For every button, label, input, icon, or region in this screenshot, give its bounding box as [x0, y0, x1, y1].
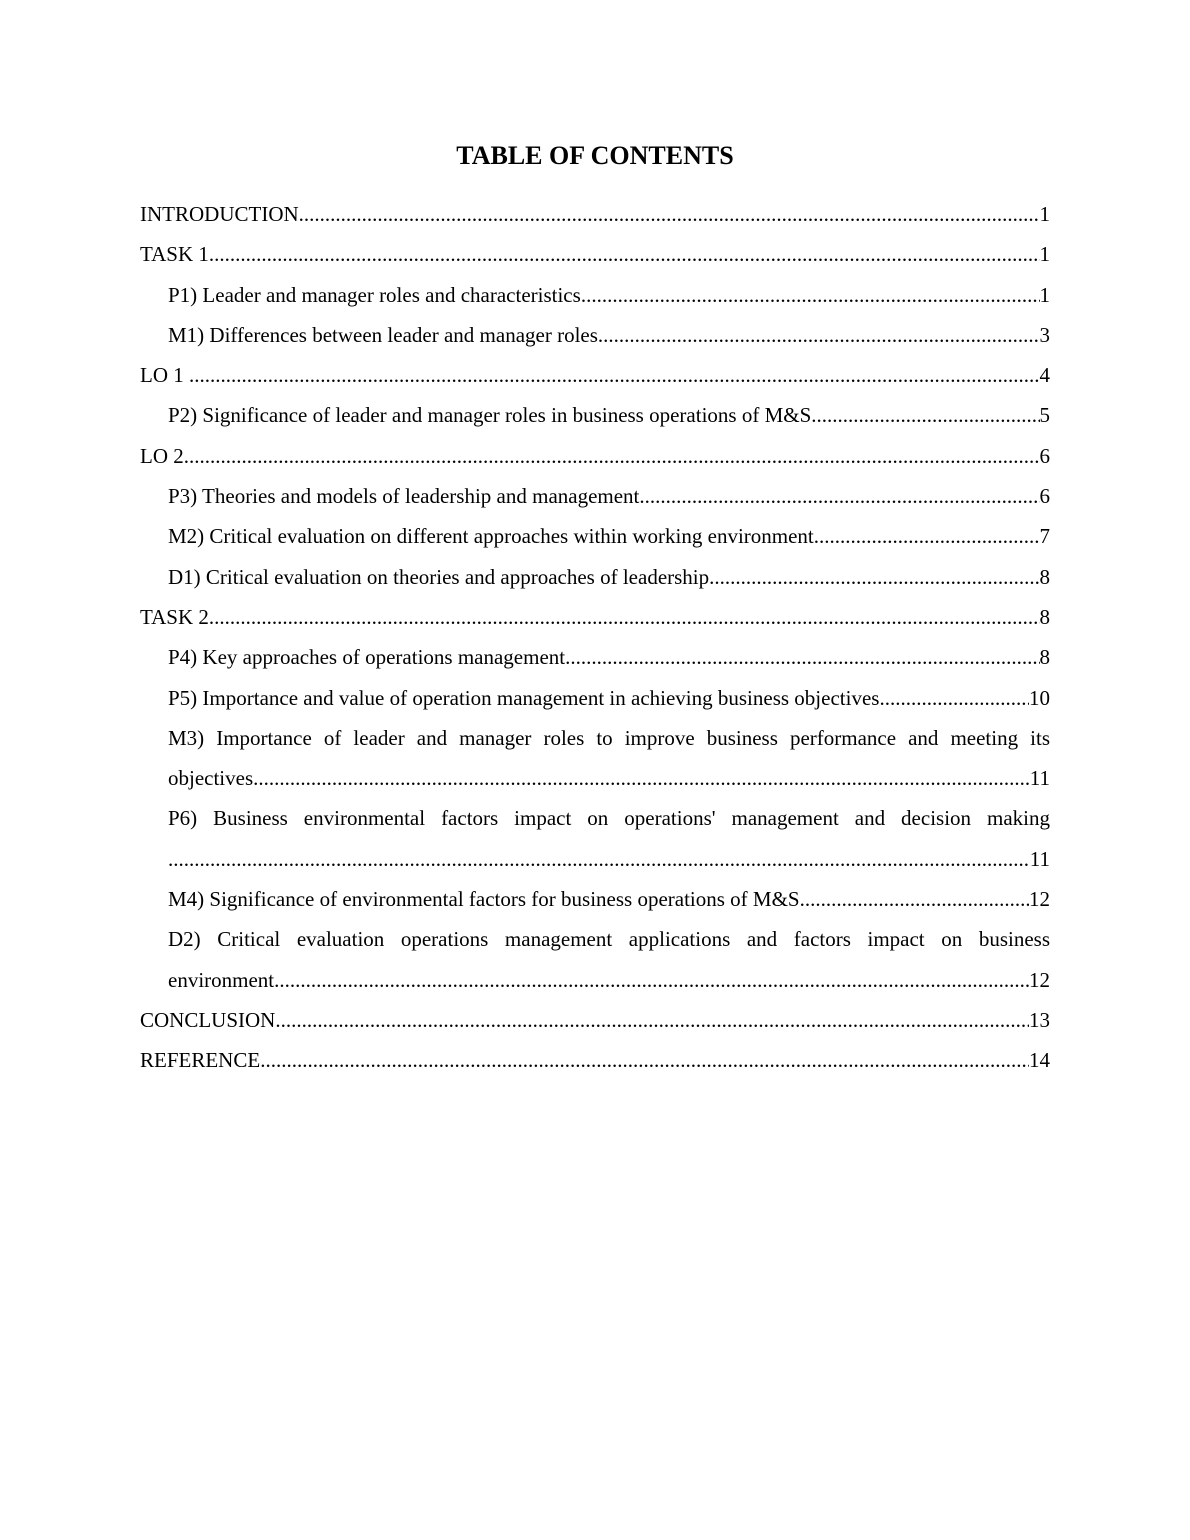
toc-entry-lo-1[interactable] [140, 355, 1050, 395]
toc-page-number: 14 [1029, 1048, 1050, 1073]
toc-entry-text: M4) Significance of environmental factors for business operations of M&S [168, 887, 800, 912]
dot-leader [565, 637, 1039, 677]
toc-entry-text: M2) Critical evaluation on different approaches within working environment [168, 524, 814, 549]
toc-entry-text: P6) Business environmental factors impact on operations' management and decision making [168, 806, 1050, 831]
toc-entry-text: P2) Significance of leader and manager roles in business operations of M&S [168, 403, 812, 428]
toc-entry-lo-2[interactable] [140, 436, 1050, 476]
toc-page-number: 6 [1039, 443, 1050, 468]
toc-entry-m3-line2[interactable] [168, 758, 1050, 798]
toc-entry-d2-line1[interactable] [168, 919, 1050, 959]
dot-leader [299, 194, 1040, 234]
dot-leader [709, 557, 1039, 597]
dot-leader [598, 315, 1040, 355]
toc-page-number: 8 [1039, 645, 1050, 670]
toc-page-number: 11 [1029, 766, 1050, 791]
toc-entry-text: P4) Key approaches of operations management [168, 645, 566, 670]
toc-entry-m1[interactable] [168, 315, 1050, 355]
dot-leader [814, 516, 1040, 556]
toc-entry-p5[interactable] [168, 678, 1050, 718]
toc-entry-text: REFERENCE [140, 1048, 261, 1073]
toc-entry-text: TASK 1 [140, 242, 209, 267]
toc-page-number: 1 [1039, 282, 1050, 307]
toc-entry-text: M3) Importance of leader and manager roles to improve business performance and meeting its [168, 725, 1050, 750]
toc-page-number: 12 [1029, 887, 1050, 912]
toc-entry-text: objectives [168, 766, 254, 791]
dot-leader [274, 960, 1029, 1000]
toc-page-number: 1 [1039, 242, 1050, 267]
table-of-contents [140, 194, 1050, 1081]
dot-leader [581, 275, 1040, 315]
toc-entry-p1[interactable] [168, 275, 1050, 315]
toc-page-number: 7 [1039, 524, 1050, 549]
dot-leader [800, 879, 1029, 919]
toc-entry-p2[interactable] [168, 395, 1050, 435]
toc-entry-task-2[interactable] [140, 597, 1050, 637]
toc-entry-m4[interactable] [168, 879, 1050, 919]
dot-leader [209, 234, 1040, 274]
dot-leader [168, 839, 1030, 879]
toc-page-number: 1 [1039, 202, 1050, 226]
toc-entry-text: P5) Importance and value of operation management in achieving business objectives [168, 685, 880, 710]
toc-entry-text: M1) Differences between leader and manager roles [168, 322, 598, 347]
toc-entry-reference[interactable] [140, 1040, 1050, 1080]
toc-page-number: 8 [1039, 604, 1050, 629]
toc-entry-text: LO 1 [140, 363, 189, 388]
dot-leader [184, 436, 1040, 476]
toc-entry-introduction[interactable] [140, 194, 1050, 234]
toc-entry-p6-line1[interactable] [168, 798, 1050, 838]
toc-entry-text: LO 2 [140, 443, 184, 468]
toc-page-number: 4 [1039, 363, 1050, 388]
toc-entry-m3-line1[interactable] [168, 718, 1050, 758]
toc-entry-text: CONCLUSION [140, 1007, 276, 1032]
toc-entry-text: environment [168, 967, 275, 992]
toc-entry-conclusion[interactable] [140, 1000, 1050, 1040]
toc-entry-text: TASK 2 [140, 604, 209, 629]
toc-page-number: 5 [1039, 403, 1050, 428]
toc-entry-text: D2) Critical evaluation operations management applications and factors impact on business [168, 927, 1050, 952]
dot-leader [639, 476, 1039, 516]
toc-page-number: 13 [1029, 1007, 1050, 1032]
toc-page-number: 8 [1039, 564, 1050, 589]
toc-page-number: 11 [1029, 846, 1050, 871]
toc-page-number: 10 [1029, 685, 1050, 710]
toc-page-number: 6 [1039, 484, 1050, 509]
toc-entry-d2-line2[interactable] [168, 960, 1050, 1000]
toc-entry-text: D1) Critical evaluation on theories and approaches of leadership [168, 564, 710, 589]
toc-page-number: 3 [1039, 322, 1050, 347]
dot-leader [811, 395, 1039, 435]
toc-entry-text: P1) Leader and manager roles and characteristics [168, 282, 581, 307]
dot-leader [275, 1000, 1029, 1040]
dot-leader [260, 1040, 1029, 1080]
dot-leader [189, 355, 1040, 395]
toc-entry-text: INTRODUCTION [140, 202, 299, 226]
dot-leader [879, 678, 1029, 718]
toc-entry-task-1[interactable] [140, 234, 1050, 274]
toc-entry-d1[interactable] [168, 557, 1050, 597]
dot-leader [209, 597, 1040, 637]
toc-entry-text: P3) Theories and models of leadership and management [168, 484, 640, 509]
toc-entry-p3[interactable] [168, 476, 1050, 516]
toc-entry-p6-line2[interactable] [168, 839, 1050, 879]
toc-entry-m2[interactable] [168, 516, 1050, 556]
toc-page-number: 12 [1029, 967, 1050, 992]
toc-title: TABLE OF CONTENTS [456, 141, 734, 170]
dot-leader [253, 758, 1030, 798]
toc-entry-p4[interactable] [168, 637, 1050, 677]
